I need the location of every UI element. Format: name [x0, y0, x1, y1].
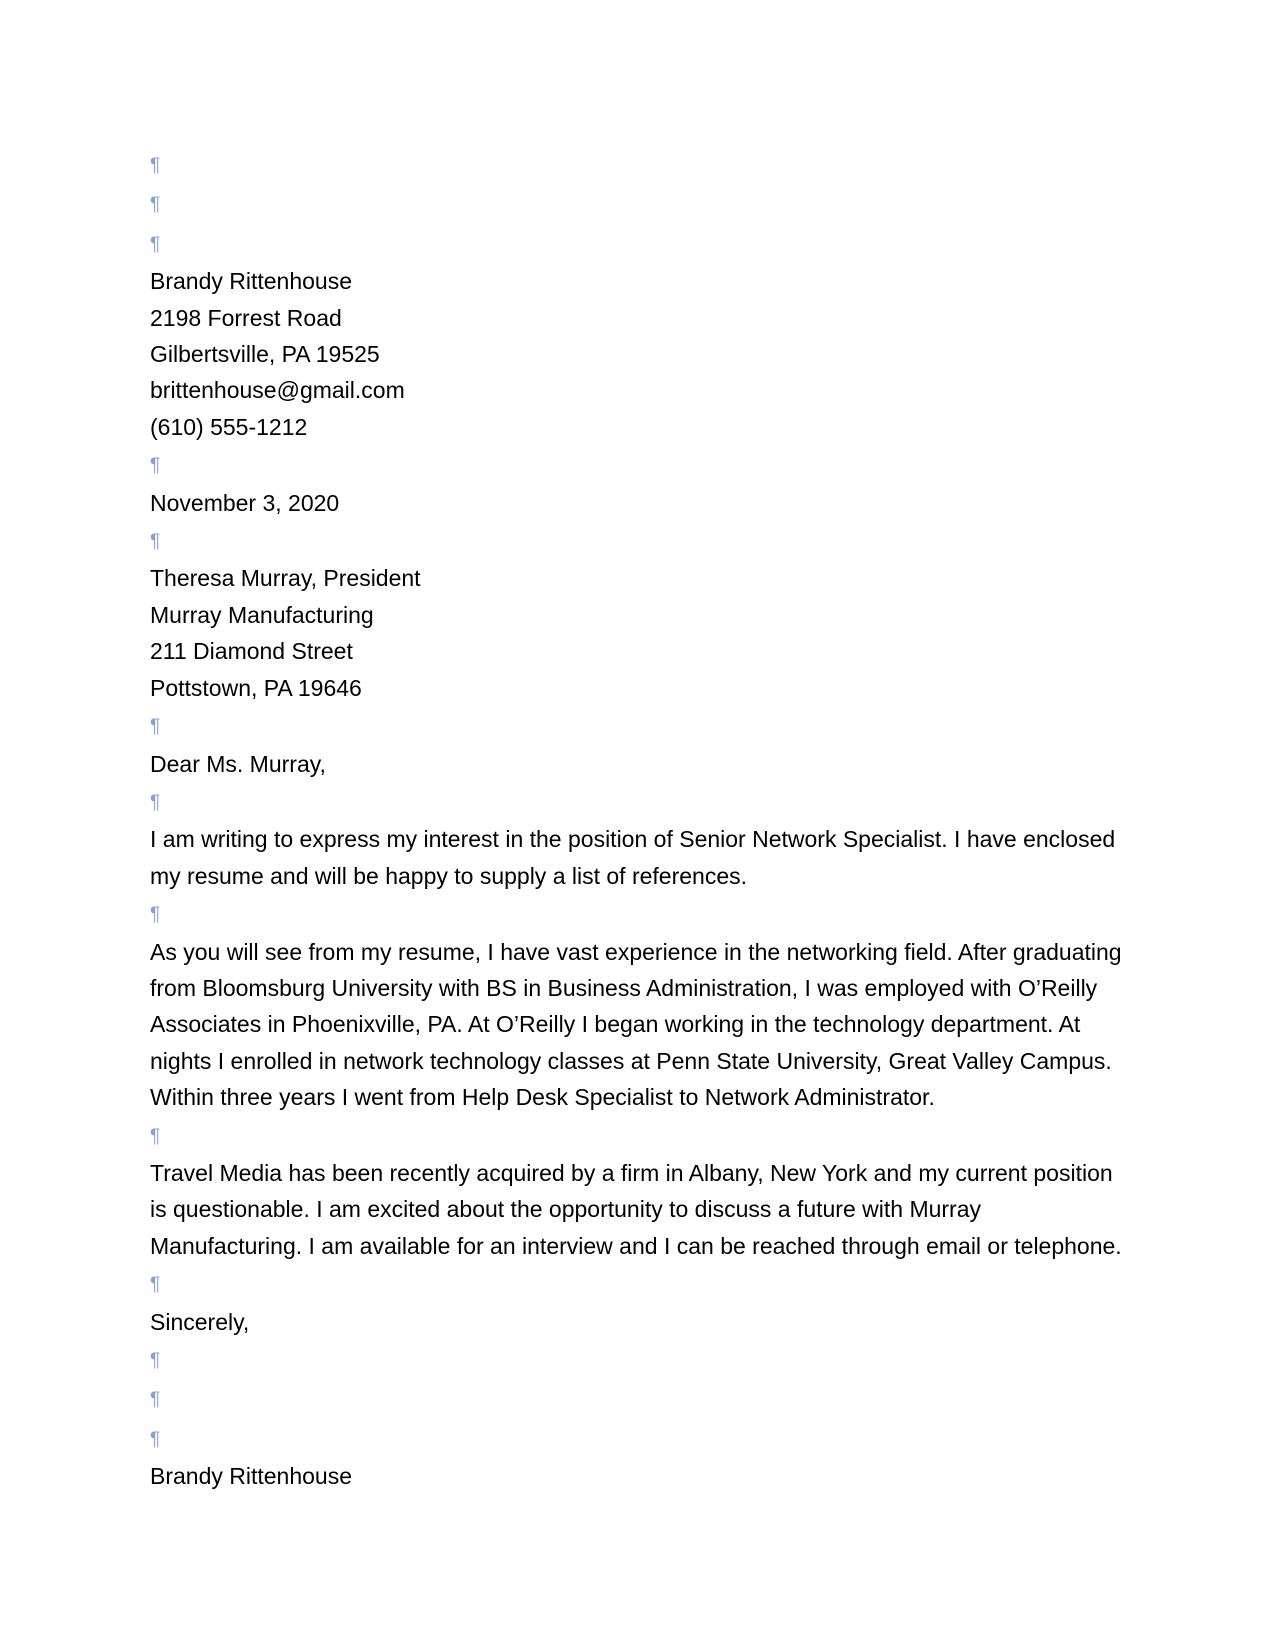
paragraph-mark [150, 894, 1130, 933]
sender-street: 2198 Forrest Road [150, 304, 342, 331]
paragraph-intro: I am writing to express my interest in the position of Senior Network Specialist. I have enclosed my resume and will be happy to supply a list of references. [150, 826, 1116, 889]
paragraph-mark [150, 445, 1130, 484]
paragraph-mark [150, 224, 1130, 263]
paragraph-availability: Travel Media has been recently acquired by a firm in Albany, New York and my current position is questionable. I am excited about the opportunity to discuss a future with Murray Manufacturing. I am available for an interview and I can be reached through email or telephone. [150, 1159, 1122, 1259]
pilcrow-icon: ¶ [150, 194, 161, 216]
pilcrow-icon: ¶ [150, 1389, 161, 1411]
pilcrow-icon: ¶ [150, 904, 161, 926]
paragraph-mark [150, 521, 1130, 560]
paragraph-mark [150, 1379, 1130, 1418]
paragraph-mark [150, 1419, 1130, 1458]
recipient-city-state-zip: Pottstown, PA 19646 [150, 674, 362, 701]
sender-city-state-zip: Gilbertsville, PA 19525 [150, 341, 380, 368]
paragraph-mark [150, 1264, 1130, 1303]
pilcrow-icon: ¶ [150, 716, 161, 738]
pilcrow-icon: ¶ [150, 155, 161, 176]
pilcrow-icon: ¶ [150, 233, 161, 255]
sender-phone: (610) 555-1212 [150, 413, 308, 440]
recipient-name-title: Theresa Murray, President [150, 565, 421, 592]
sender-email: brittenhouse@gmail.com [150, 377, 405, 404]
paragraph-mark [150, 1116, 1130, 1155]
letter-content [150, 145, 1130, 1495]
sender-name: Brandy Rittenhouse [150, 268, 353, 295]
recipient-street: 211 Diamond Street [150, 638, 353, 665]
paragraph-mark [150, 184, 1130, 223]
pilcrow-icon: ¶ [150, 531, 161, 553]
salutation: Dear Ms. Murray, [150, 750, 326, 777]
paragraph-mark [150, 1340, 1130, 1379]
paragraph-mark [150, 782, 1130, 821]
paragraph-mark [150, 706, 1130, 745]
pilcrow-icon: ¶ [150, 1274, 161, 1296]
paragraph-experience: As you will see from my resume, I have vast experience in the networking field. After graduating from Bloomsburg University with BS in Business Administration, I was employed with O’Reilly Associates in Phoenixville, PA. At O’Reilly I began working in the technology department. At nights I enrolled in network technology classes at Penn State University, Great Valley Campus. Within three years I went from Help Desk Specialist to Network Administrator. [150, 938, 1122, 1111]
pilcrow-icon: ¶ [150, 455, 161, 477]
closing: Sincerely, [150, 1308, 250, 1335]
signature-name: Brandy Rittenhouse [150, 1463, 353, 1490]
letter-date: November 3, 2020 [150, 489, 340, 516]
pilcrow-icon: ¶ [150, 1428, 161, 1450]
pilcrow-icon: ¶ [150, 1125, 161, 1147]
recipient-company: Murray Manufacturing [150, 601, 374, 628]
paragraph-mark [150, 145, 1130, 184]
pilcrow-icon: ¶ [150, 1350, 161, 1371]
pilcrow-icon: ¶ [150, 791, 161, 813]
